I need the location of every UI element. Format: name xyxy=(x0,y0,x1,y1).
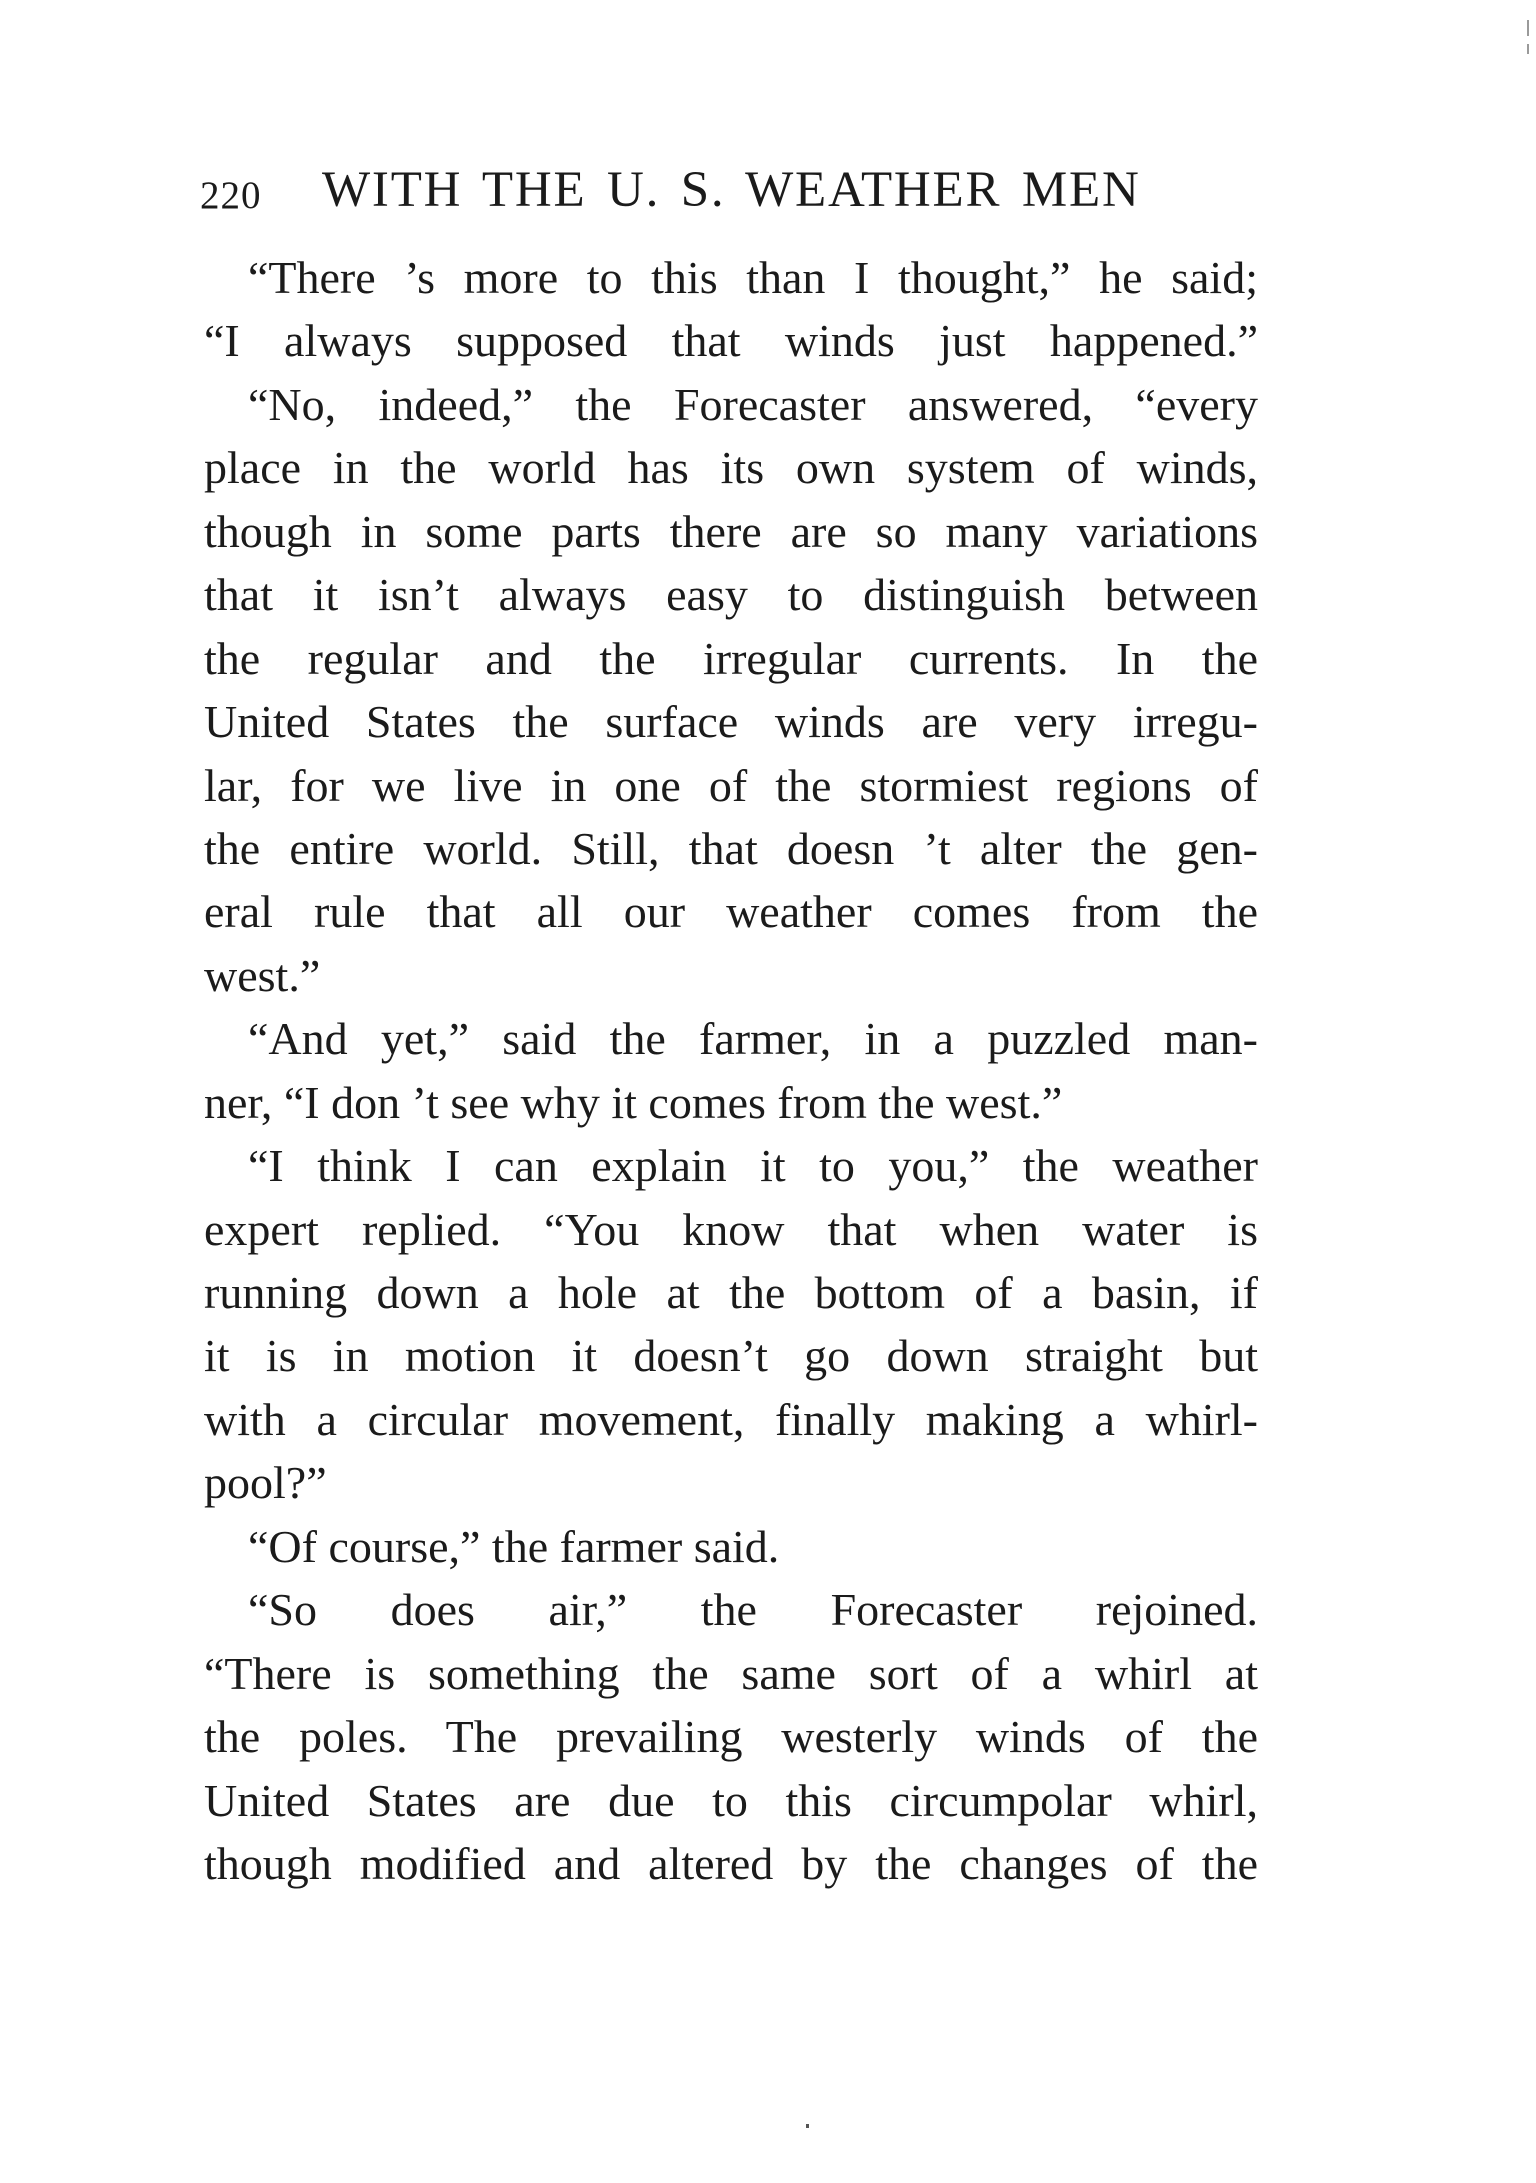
text-line: “There is something the same sort of a whirl at xyxy=(204,1647,1258,1699)
text-line: pool?” xyxy=(204,1457,327,1509)
text-line: the regular and the irregular currents. In the xyxy=(204,632,1258,684)
text-line: “And yet,” said the farmer, in a puzzled man- xyxy=(248,1013,1258,1065)
text-line: lar, for we live in one of the stormiest regions of xyxy=(204,759,1258,811)
scan-speck xyxy=(1527,20,1529,36)
page-number: 220 xyxy=(200,174,262,217)
text-line: place in the world has its own system of winds, xyxy=(204,442,1258,494)
page-header xyxy=(200,162,1256,218)
text-line: expert replied. “You know that when water is xyxy=(204,1203,1258,1255)
text-line: though in some parts there are so many variations xyxy=(204,505,1258,557)
text-line: though modified and altered by the changes of the xyxy=(204,1837,1258,1889)
body-text xyxy=(204,246,1258,1895)
text-line: “So does air,” the Forecaster rejoined. xyxy=(248,1584,1258,1636)
text-line: the poles. The prevailing westerly winds of the xyxy=(204,1711,1258,1763)
text-line: ner, “I don ’t see why it comes from the west.” xyxy=(204,1076,1063,1128)
text-line: United States are due to this circumpolar whirl, xyxy=(204,1774,1258,1826)
text-line: the entire world. Still, that doesn ’t alter the gen- xyxy=(204,822,1258,874)
text-line: “I think I can explain it to you,” the weather xyxy=(248,1140,1258,1192)
text-line: it is in motion it doesn’t go down straight but xyxy=(204,1330,1258,1382)
text-line: “No, indeed,” the Forecaster answered, “every xyxy=(248,378,1258,430)
scan-speck xyxy=(806,2124,809,2128)
text-line: running down a hole at the bottom of a basin, if xyxy=(204,1267,1258,1318)
text-line: west.” xyxy=(204,949,321,1001)
scan-speck xyxy=(1527,44,1529,54)
text-line: “There ’s more to this than I thought,” he said; xyxy=(248,252,1258,303)
text-line: that it isn’t always easy to distinguish between xyxy=(204,569,1258,621)
text-line: eral rule that all our weather comes from the xyxy=(204,886,1258,938)
running-title: WITH THE U. S. WEATHER MEN xyxy=(322,162,1141,218)
text-line: “I always supposed that winds just happened.” xyxy=(204,315,1258,367)
text-line: United States the surface winds are very irregu- xyxy=(204,696,1258,748)
text-line: with a circular movement, finally making a whirl- xyxy=(204,1393,1258,1445)
text-line: “Of course,” the farmer said. xyxy=(248,1520,780,1572)
